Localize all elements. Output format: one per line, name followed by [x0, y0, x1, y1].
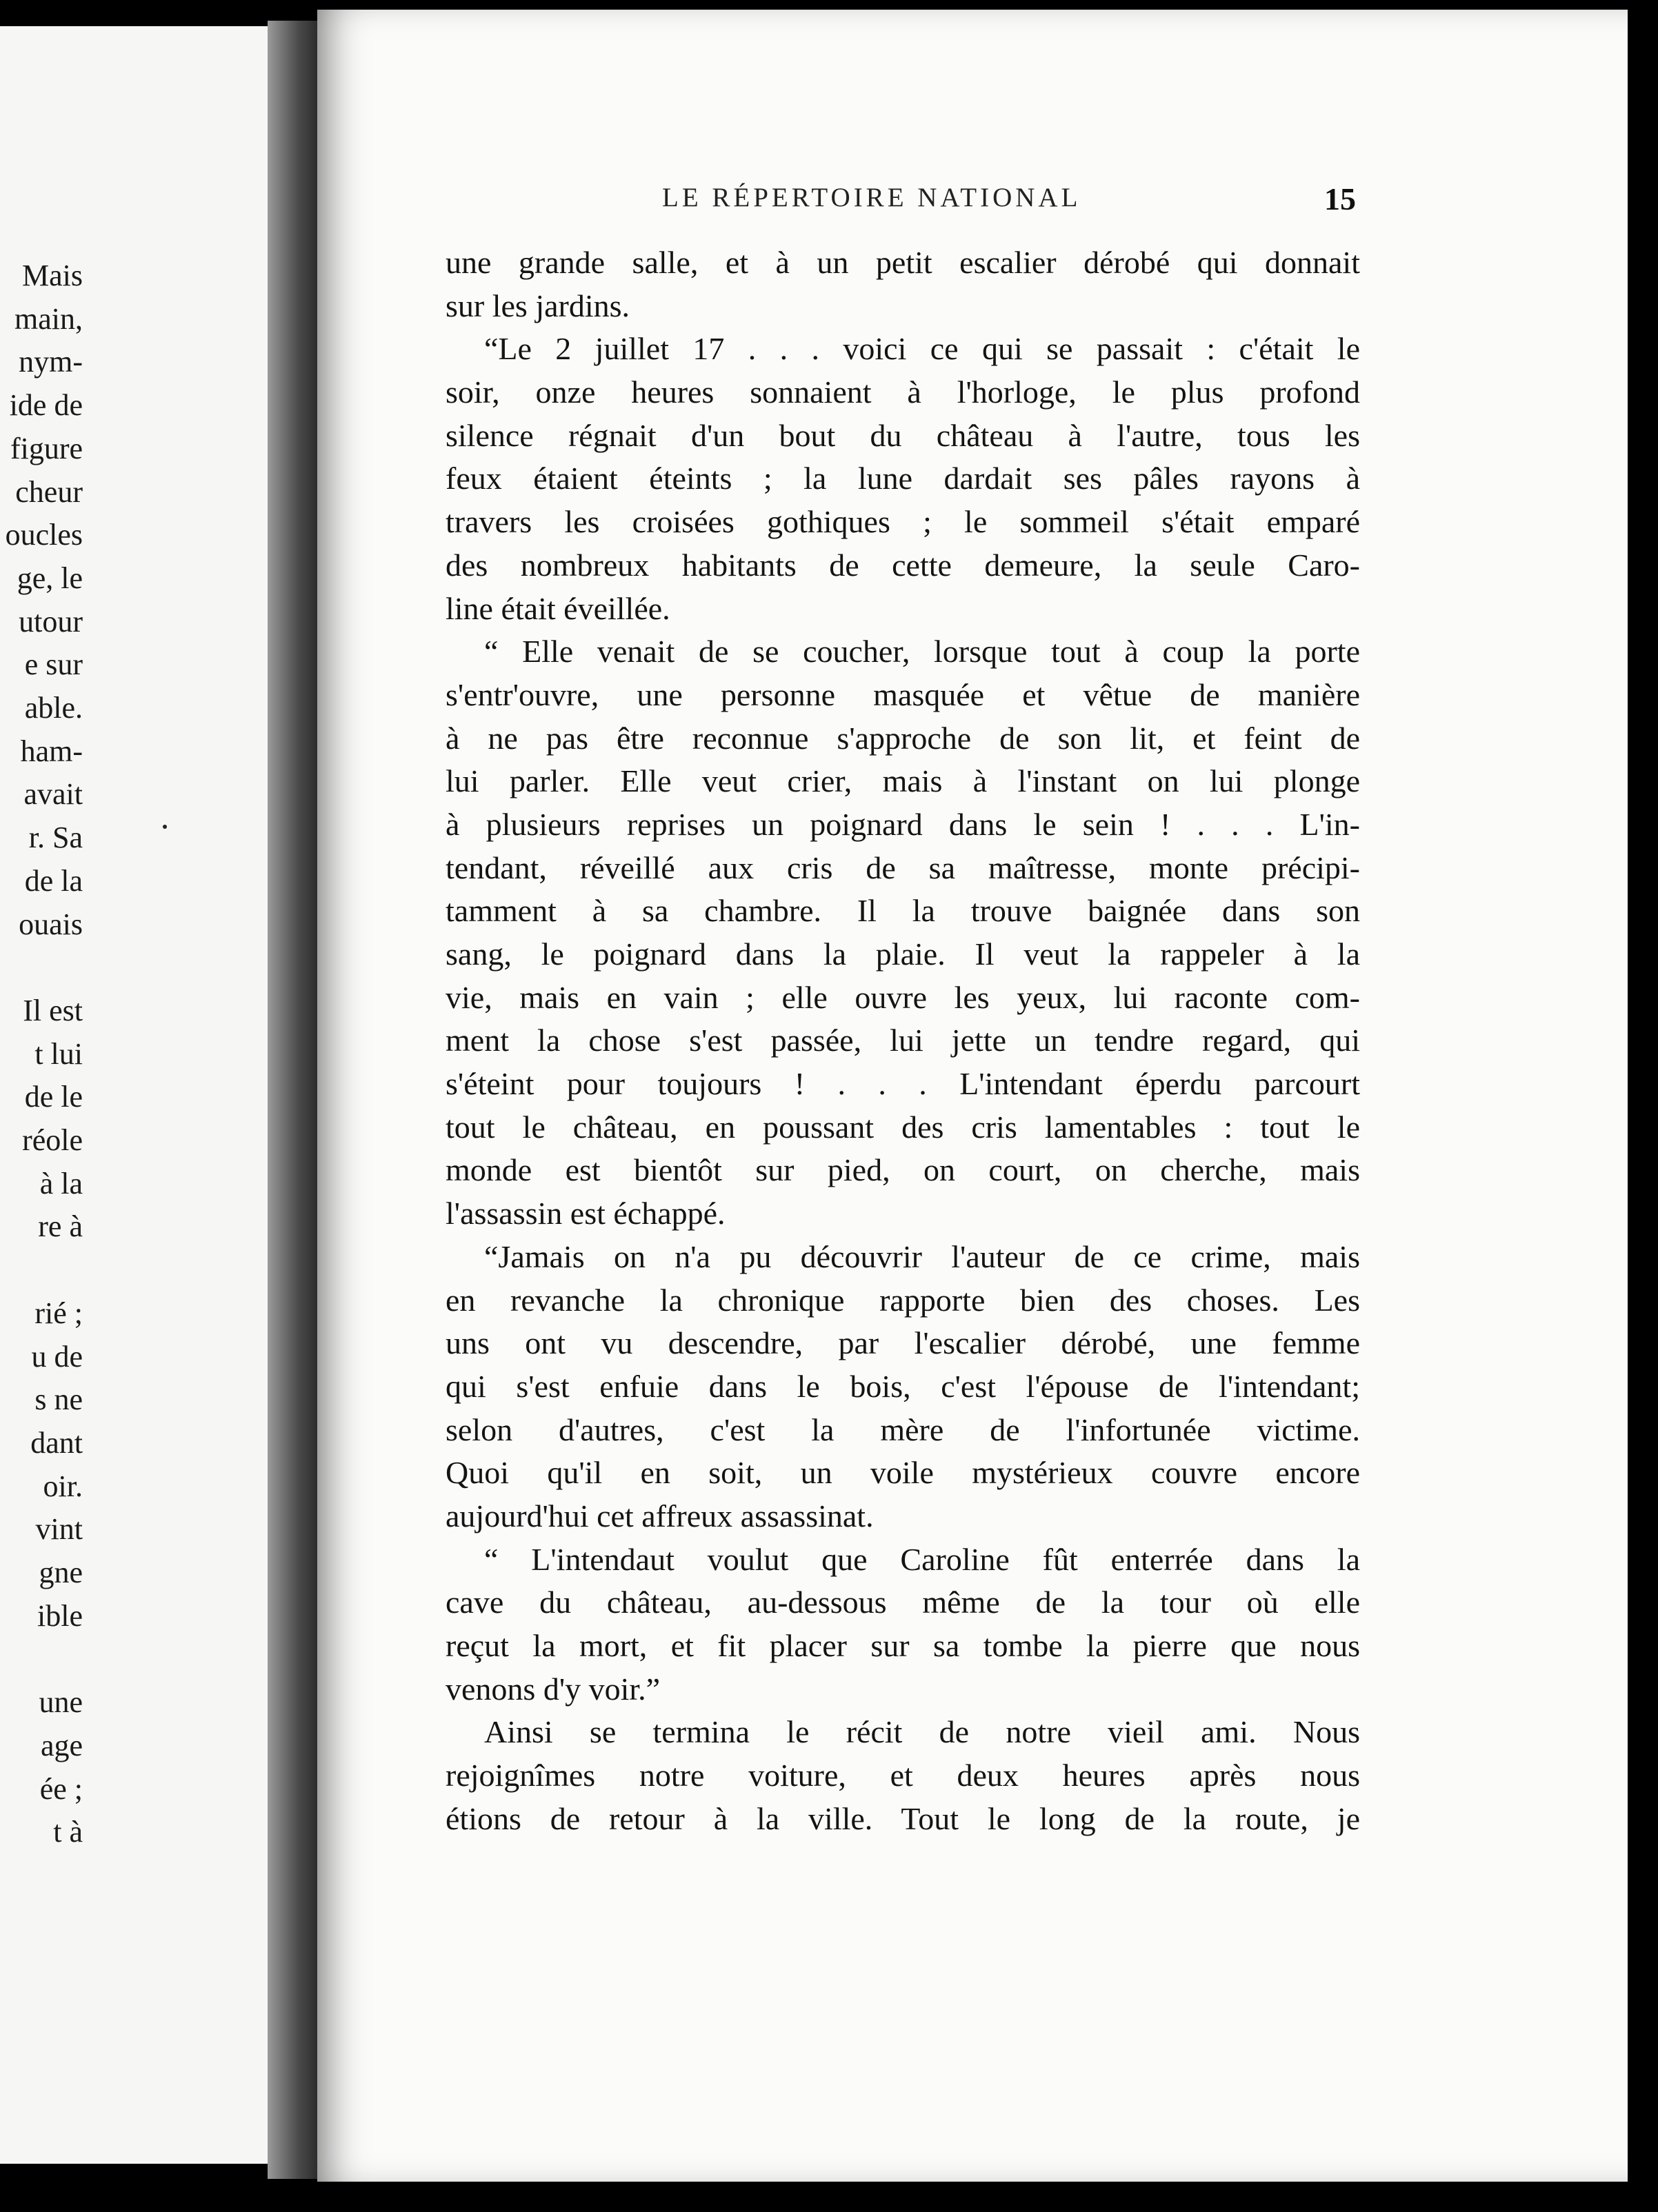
left-page-line: de le: [24, 1080, 83, 1114]
ink-speck: [163, 825, 167, 829]
left-page-line: cheur: [15, 474, 83, 509]
text-line: “Le 2 juillet 17 . . . voici ce qui se passait : c'était le: [484, 331, 1360, 367]
text-line: selon d'autres, c'est la mère de l'infortunée victime.: [446, 1411, 1360, 1447]
text-line: des nombreux habitants de cette demeure, la seule Caro-: [446, 547, 1360, 583]
left-page-line: t à: [53, 1815, 83, 1849]
left-page-line: nym-: [19, 345, 83, 379]
text-line: uns ont vu descendre, par l'escalier dérobé, une femme: [446, 1325, 1360, 1361]
text-line: vie, mais en vain ; elle ouvre les yeux, lui raconte com-: [446, 979, 1360, 1015]
text-line: reçut la mort, et fit placer sur sa tombe la pierre que nous: [446, 1628, 1360, 1663]
text-line: rejoignîmes notre voiture, et deux heures après nous: [446, 1758, 1360, 1793]
left-page-line: r. Sa: [28, 821, 83, 855]
text-line: s'éteint pour toujours ! . . . L'intendant éperdu parcourt: [446, 1066, 1360, 1102]
text-line: qui s'est enfuie dans le bois, c'est l'épouse de l'intendant;: [446, 1368, 1360, 1404]
body-text: [446, 241, 1360, 1840]
text-line: sur les jardins.: [446, 288, 630, 323]
left-page-line: able.: [24, 691, 83, 725]
left-page-line: à la: [39, 1166, 83, 1200]
left-page-line: Mais: [22, 259, 83, 292]
left-page-line: vint: [35, 1512, 83, 1547]
text-line: Ainsi se termina le récit de notre vieil ami. Nous: [484, 1714, 1360, 1750]
left-page-line: ouais: [19, 907, 83, 941]
left-page-line: figure: [10, 431, 83, 465]
text-line: tamment à sa chambre. Il la trouve baignée dans son: [446, 893, 1360, 929]
left-page-line: utour: [19, 604, 83, 639]
left-page-line: ide de: [9, 388, 83, 423]
text-line: sang, le poignard dans la plaie. Il veut la rappeler à la: [446, 936, 1360, 972]
text-line: “Jamais on n'a pu découvrir l'auteur de ce crime, mais: [484, 1238, 1360, 1274]
page-number: 15: [1324, 181, 1356, 217]
text-line: l'assassin est échappé.: [446, 1196, 726, 1231]
left-page-line: gne: [39, 1556, 83, 1589]
left-page-line: main,: [14, 301, 83, 336]
left-page-line: Il est: [23, 993, 83, 1027]
running-head: LE RÉPERTOIRE NATIONAL: [662, 183, 1081, 212]
left-page-line: u de: [31, 1339, 83, 1374]
text-line: aujourd'hui cet affreux assassinat.: [446, 1498, 874, 1534]
left-page-line: avait: [23, 777, 83, 812]
left-page-line: réole: [22, 1123, 83, 1157]
left-page-line: une: [39, 1685, 83, 1720]
text-line: feux étaient éteints ; la lune dardait ses pâles rayons à: [446, 461, 1360, 496]
left-page-line: age: [40, 1728, 83, 1762]
text-line: cave du château, au-dessous même de la tour où elle: [446, 1585, 1360, 1620]
text-line: étions de retour à la ville. Tout le long de la route, je: [446, 1800, 1360, 1836]
text-line: une grande salle, et à un petit escalier dérobé qui donnait: [446, 245, 1360, 280]
text-line: tendant, réveillé aux cris de sa maîtresse, monte précipi-: [446, 849, 1360, 885]
text-line: lui parler. Elle veut crier, mais à l'instant on lui plonge: [446, 763, 1360, 799]
left-page-line: dant: [30, 1425, 83, 1460]
left-page-line: oir.: [43, 1469, 83, 1503]
text-line: ment la chose s'est passée, lui jette un tendre regard, qui: [446, 1023, 1360, 1058]
left-page-line: rié ;: [34, 1296, 83, 1330]
text-line: venons d'y voir.”: [446, 1671, 661, 1707]
text-line: tout le château, en poussant des cris lamentables : tout le: [446, 1109, 1360, 1145]
previous-page-fragment: [0, 26, 303, 2164]
left-page-line: e sur: [24, 647, 83, 682]
text-line: soir, onze heures sonnaient à l'horloge, le plus profond: [446, 374, 1360, 410]
text-line: “ L'intendaut voulut que Caroline fût enterrée dans la: [484, 1541, 1360, 1577]
text-line: silence régnait d'un bout du château à l'autre, tous les: [446, 417, 1360, 453]
text-line: à plusieurs reprises un poignard dans le sein ! . . . L'in-: [446, 806, 1360, 842]
text-line: s'entr'ouvre, une personne masquée et vêtue de manière: [446, 676, 1360, 712]
text-line: travers les croisées gothiques ; le sommeil s'était emparé: [446, 504, 1360, 540]
text-line: line était éveillée.: [446, 590, 670, 626]
left-page-line: ible: [37, 1598, 83, 1633]
left-page-line: ée ;: [39, 1771, 83, 1806]
text-line: à ne pas être reconnue s'approche de son lit, et feint de: [446, 720, 1360, 756]
left-page-line: ham-: [20, 734, 83, 768]
left-page-line: s ne: [34, 1382, 83, 1417]
left-page-line: oucles: [5, 518, 83, 552]
left-page-line: re à: [38, 1209, 83, 1244]
text-line: Quoi qu'il en soit, un voile mystérieux couvre encore: [446, 1455, 1360, 1491]
left-page-line: t lui: [34, 1036, 83, 1071]
left-page-line: ge, le: [17, 561, 83, 595]
text-line: en revanche la chronique rapporte bien des choses. Les: [446, 1282, 1360, 1318]
text-line: “ Elle venait de se coucher, lorsque tout à coup la porte: [484, 634, 1360, 670]
left-page-line: de la: [24, 863, 83, 898]
text-line: monde est bientôt sur pied, on court, on cherche, mais: [446, 1152, 1360, 1188]
